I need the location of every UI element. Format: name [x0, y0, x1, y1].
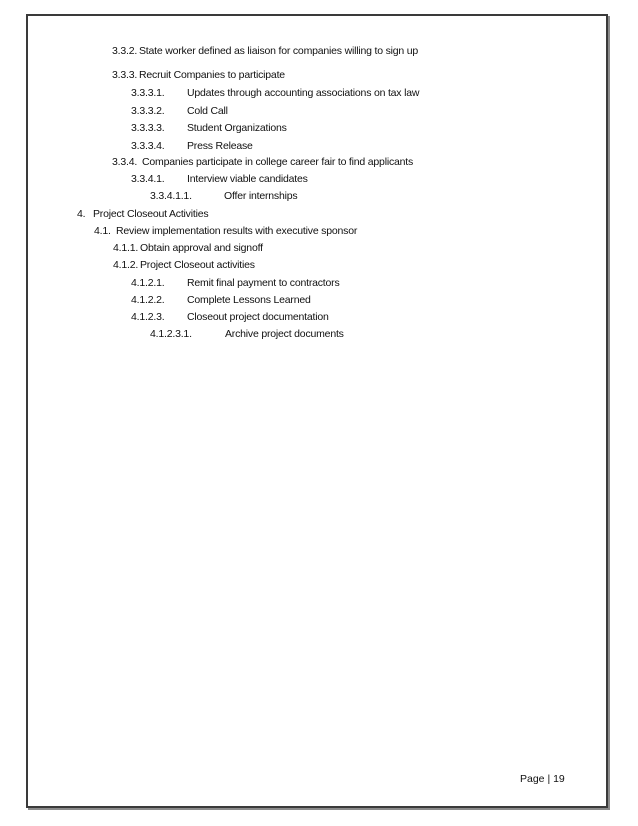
- outline-item-number: 4.1.2.1.: [131, 277, 165, 289]
- outline-item-text: Archive project documents: [225, 328, 344, 340]
- outline-item-text: Closeout project documentation: [187, 311, 329, 323]
- outline-item-text: Project Closeout Activities: [93, 208, 209, 220]
- outline-item-number: 4.: [77, 208, 86, 220]
- outline-item-number: 4.1.2.2.: [131, 294, 165, 306]
- outline-item-number: 3.3.4.: [112, 156, 138, 168]
- outline-item-text: Complete Lessons Learned: [187, 294, 311, 306]
- outline-item-number: 3.3.3.1.: [131, 87, 165, 99]
- outline-item-text: Companies participate in college career fair to find applicants: [142, 156, 414, 168]
- outline-item-text: Offer internships: [224, 190, 298, 202]
- outline-item-text: Remit final payment to contractors: [187, 277, 340, 289]
- outline-item-text: Cold Call: [187, 105, 228, 117]
- outline-item-number: 3.3.4.1.1.: [150, 190, 192, 202]
- outline-item-text: Student Organizations: [187, 122, 287, 134]
- outline-item-text: Press Release: [187, 140, 253, 152]
- outline-item-number: 4.1.2.3.: [131, 311, 165, 323]
- outline-item-text: Project Closeout activities: [140, 259, 255, 271]
- outline-item-number: 4.1.1.: [113, 242, 139, 254]
- outline-item-text: Review implementation results with executive sponsor: [116, 225, 358, 237]
- page-number-footer: Page | 19: [520, 773, 565, 785]
- outline-item-number: 3.3.3.4.: [131, 140, 165, 152]
- outline-item-number: 4.1.: [94, 225, 111, 237]
- outline-item-number: 3.3.3.2.: [131, 105, 165, 117]
- outline-item-text: State worker defined as liaison for companies willing to sign up: [139, 45, 419, 57]
- outline-item-number: 4.1.2.: [113, 259, 139, 271]
- outline-item-text: Updates through accounting associations on tax law: [187, 87, 420, 99]
- outline-item-number: 3.3.3.3.: [131, 122, 165, 134]
- outline-item-number: 3.3.4.1.: [131, 173, 165, 185]
- outline-item-text: Obtain approval and signoff: [140, 242, 263, 254]
- outline-item-number: 3.3.3.: [112, 69, 138, 81]
- outline-item-text: Recruit Companies to participate: [139, 69, 285, 81]
- outline-item-number: 3.3.2.: [112, 45, 138, 57]
- outline-item-text: Interview viable candidates: [187, 173, 308, 185]
- outline-item-number: 4.1.2.3.1.: [150, 328, 192, 340]
